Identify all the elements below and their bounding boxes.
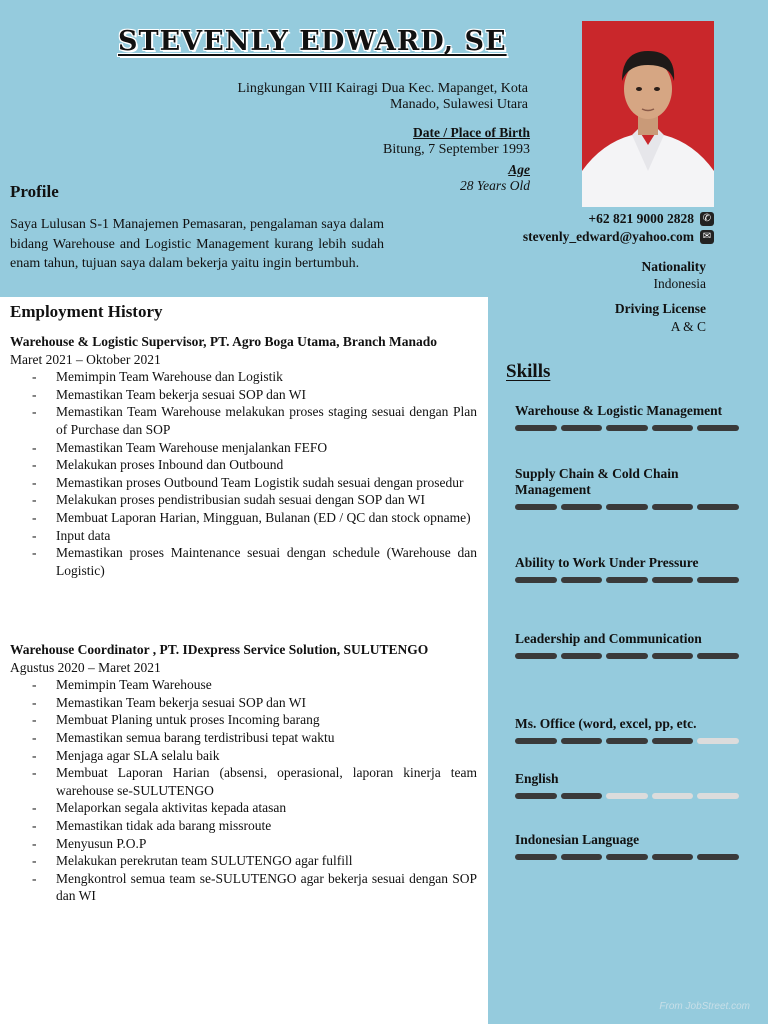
skill-level-bar bbox=[515, 793, 741, 799]
nationality-label: Nationality bbox=[641, 259, 706, 274]
duty-item: - Menjaga agar SLA selalu baik bbox=[10, 747, 477, 765]
skill-level-segment bbox=[652, 738, 694, 744]
job-duties bbox=[10, 676, 477, 905]
skill-item bbox=[515, 716, 741, 744]
email-contact bbox=[523, 229, 714, 245]
skill-level-segment bbox=[697, 504, 739, 510]
skill-item bbox=[515, 555, 741, 583]
skill-item bbox=[515, 832, 741, 860]
job-title: Warehouse & Logistic Supervisor, PT. Agro Boga Utama, Branch Manado bbox=[10, 334, 438, 349]
duty-item: - Memastikan tidak ada barang missroute bbox=[10, 817, 477, 835]
skill-level-segment bbox=[606, 793, 648, 799]
whatsapp-icon: ✆ bbox=[700, 212, 714, 226]
skill-level-segment bbox=[697, 793, 739, 799]
skill-level-segment bbox=[697, 653, 739, 659]
skill-level-segment bbox=[561, 504, 603, 510]
skill-level-bar bbox=[515, 854, 741, 860]
skill-level-segment bbox=[606, 577, 648, 583]
dob-label: Date / Place of Birth bbox=[413, 125, 530, 140]
skill-level-segment bbox=[515, 577, 557, 583]
duty-item: - Memimpin Team Warehouse dan Logistik bbox=[10, 368, 477, 386]
skill-item bbox=[515, 466, 741, 510]
job-title: Warehouse Coordinator , PT. IDexpress Service Solution, SULUTENGO bbox=[10, 642, 429, 657]
skill-level-segment bbox=[561, 653, 603, 659]
job-period: Agustus 2020 – Maret 2021 bbox=[10, 659, 161, 675]
skill-level-segment bbox=[652, 425, 694, 431]
skill-level-segment bbox=[515, 425, 557, 431]
skill-level-segment bbox=[652, 577, 694, 583]
job-period: Maret 2021 – Oktober 2021 bbox=[10, 351, 161, 367]
duty-item: - Membuat Planing untuk proses Incoming barang bbox=[10, 711, 477, 729]
duty-item: - Menyusun P.O.P bbox=[10, 835, 477, 853]
skill-item bbox=[515, 771, 741, 799]
skill-level-bar bbox=[515, 653, 741, 659]
driving-license-label: Driving License bbox=[614, 301, 706, 316]
skill-level-bar bbox=[515, 425, 741, 431]
skill-level-segment bbox=[606, 854, 648, 860]
duty-item: - Melakukan proses pendistribusian sudah sesuai dengan SOP dan WI bbox=[10, 491, 477, 509]
profile-photo bbox=[582, 21, 714, 207]
skill-name: Indonesian Language bbox=[515, 832, 640, 847]
skill-name: Supply Chain & Cold Chain Management bbox=[515, 466, 679, 497]
duty-item: - Memastikan Team Warehouse menjalankan FEFO bbox=[10, 439, 477, 457]
skill-level-segment bbox=[697, 854, 739, 860]
age-label: Age bbox=[508, 162, 530, 177]
duty-item: - Melakukan perekrutan team SULUTENGO agar fulfill bbox=[10, 852, 477, 870]
phone-contact bbox=[588, 211, 714, 227]
skill-item bbox=[515, 631, 741, 659]
skills-heading: Skills bbox=[506, 361, 551, 382]
job-entry bbox=[10, 333, 477, 579]
profile-heading: Profile bbox=[10, 182, 59, 201]
skill-level-segment bbox=[561, 577, 603, 583]
job-duties bbox=[10, 368, 477, 579]
duty-item: - Memastikan Team bekerja sesuai SOP dan WI bbox=[10, 386, 477, 404]
address: Lingkungan VIII Kairagi Dua Kec. Mapanget, Kota Manado, Sulawesi Utara bbox=[237, 81, 528, 112]
skill-level-segment bbox=[561, 425, 603, 431]
duty-item: - Memimpin Team Warehouse bbox=[10, 676, 477, 694]
skill-name: Leadership and Communication bbox=[515, 631, 702, 646]
skill-name: Ability to Work Under Pressure bbox=[515, 555, 699, 570]
skill-level-segment bbox=[606, 653, 648, 659]
duty-item: - Input data bbox=[10, 527, 477, 545]
skill-level-segment bbox=[561, 854, 603, 860]
skill-level-segment bbox=[561, 793, 603, 799]
skill-item bbox=[515, 403, 741, 431]
profile-summary: Saya Lulusan S-1 Manajemen Pemasaran, pengalaman saya dalam bidang Warehouse and Logistic Management kurang lebih sudah enam tahun, tujuan saya dalam bekerja yaitu ingin bertumbuh. bbox=[10, 217, 384, 271]
skill-level-segment bbox=[515, 793, 557, 799]
email-address: stevenly_edward@yahoo.com bbox=[522, 229, 694, 244]
skill-name: Warehouse & Logistic Management bbox=[515, 403, 723, 418]
duty-item: - Memastikan Team Warehouse melakukan proses staging sesuai dengan Plan of Purchase dan SOP bbox=[10, 403, 477, 438]
skill-level-segment bbox=[606, 504, 648, 510]
resume-name: STEVENLY EDWARD, SE bbox=[118, 26, 507, 57]
phone-number: +62 821 9000 2828 bbox=[588, 211, 694, 226]
duty-item: - Memastikan proses Maintenance sesuai dengan schedule (Warehouse dan Logistic) bbox=[10, 544, 477, 579]
skill-level-segment bbox=[652, 854, 694, 860]
skill-level-segment bbox=[606, 425, 648, 431]
skill-level-segment bbox=[652, 653, 694, 659]
watermark: From JobStreet.com bbox=[659, 1001, 750, 1012]
skill-level-bar bbox=[515, 577, 741, 583]
duty-item: - Memastikan Team bekerja sesuai SOP dan WI bbox=[10, 694, 477, 712]
skill-level-bar bbox=[515, 504, 741, 510]
duty-item: - Membuat Laporan Harian, Mingguan, Bulanan (ED / QC dan stock opname) bbox=[10, 509, 477, 527]
skill-level-segment bbox=[606, 738, 648, 744]
dob-value: Bitung, 7 September 1993 bbox=[383, 142, 530, 157]
duty-item: - Melakukan proses Inbound dan Outbound bbox=[10, 456, 477, 474]
duty-item: - Melaporkan segala aktivitas kepada atasan bbox=[10, 799, 477, 817]
nationality-value: Indonesia bbox=[653, 276, 706, 291]
skill-level-segment bbox=[652, 793, 694, 799]
skill-level-segment bbox=[697, 425, 739, 431]
duty-item: - Mengkontrol semua team se-SULUTENGO agar bekerja sesuai dengan SOP dan WI bbox=[10, 870, 477, 905]
skill-level-segment bbox=[561, 738, 603, 744]
skill-level-segment bbox=[515, 504, 557, 510]
skill-level-segment bbox=[515, 738, 557, 744]
skill-level-segment bbox=[515, 653, 557, 659]
skill-level-segment bbox=[515, 854, 557, 860]
skill-level-segment bbox=[652, 504, 694, 510]
duty-item: - Memastikan proses Outbound Team Logistik sudah sesuai dengan prosedur bbox=[10, 474, 477, 492]
skill-level-segment bbox=[697, 577, 739, 583]
email-icon: ✉ bbox=[700, 230, 714, 244]
skill-level-bar bbox=[515, 738, 741, 744]
job-entry bbox=[10, 641, 477, 905]
skill-name: Ms. Office (word, excel, pp, etc. bbox=[515, 716, 697, 731]
skill-level-segment bbox=[697, 738, 739, 744]
driving-license-value: A & C bbox=[670, 319, 706, 334]
employment-heading: Employment History bbox=[10, 302, 163, 321]
skill-name: English bbox=[515, 771, 559, 786]
age-value: 28 Years Old bbox=[459, 178, 530, 193]
duty-item: - Memastikan semua barang terdistribusi tepat waktu bbox=[10, 729, 477, 747]
duty-item: - Membuat Laporan Harian (absensi, operasional, laporan kinerja team warehouse se-SULUTENGO bbox=[10, 764, 477, 799]
